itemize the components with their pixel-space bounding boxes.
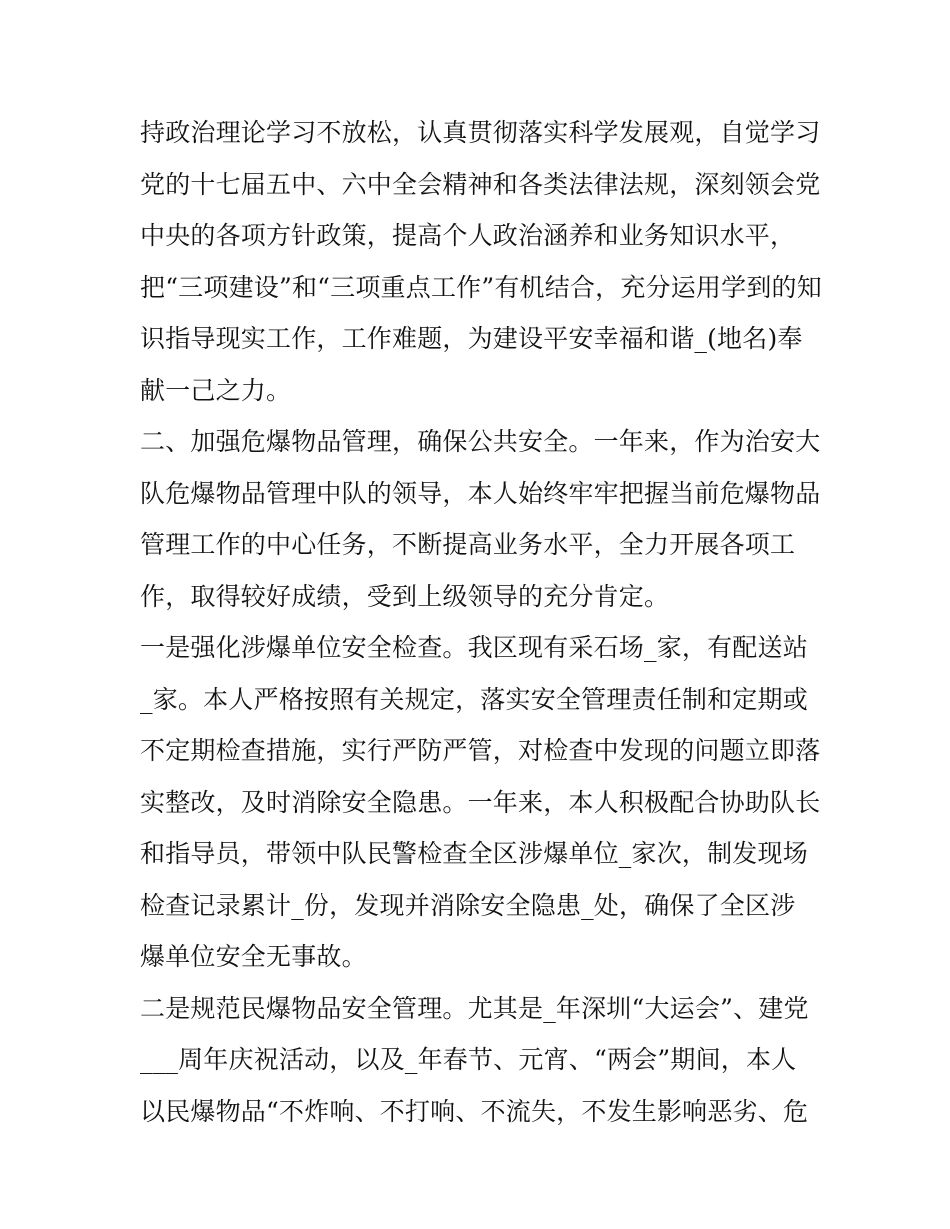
- text-line: ___周年庆祝活动，以及_年春节、元宵、“两会”期间，本人: [140, 1045, 797, 1074]
- text-line: 献一己之力。: [140, 375, 292, 405]
- text-line: 以民爆物品“不炸响、不打响、不流失，不发生影响恶劣、危: [140, 1096, 809, 1126]
- text-line: 中央的各项方针政策，提高个人政治涵养和业务知识水平，: [140, 221, 796, 250]
- text-line: 把“三项建设”和“三项重点工作”有机结合，充分运用学到的知: [140, 272, 822, 302]
- text-line: 管理工作的中心任务，不断提高业务水平，全力开展各项工: [140, 530, 796, 559]
- text-line: 不定期检查措施，实行严防严管，对检查中发现的问题立即落: [140, 736, 821, 765]
- text-line: _家。本人严格按照有关规定，落实安全管理责任制和定期或: [140, 684, 808, 714]
- text-line: 检查记录累计_份，发现并消除安全隐患_处，确保了全区涉: [140, 890, 796, 920]
- text-line: 一是强化涉爆单位安全检查。我区现有采石场_家，有配送站: [140, 633, 808, 662]
- text-line: 作，取得较好成绩，受到上级领导的充分肯定。: [140, 581, 670, 611]
- text-line: 党的十七届五中、六中全会精神和各类法律法规，深刻领会党: [140, 169, 821, 199]
- text-line: 和指导员，带领中队民警检查全区涉爆单位_家次，制发现场: [140, 839, 808, 868]
- text-line: 队危爆物品管理中队的领导，本人始终牢牢把握当前危爆物品: [140, 478, 821, 508]
- text-line: 实整改，及时消除安全隐患。一年来，本人积极配合协助队长: [140, 787, 821, 817]
- document-body: [140, 107, 830, 1137]
- text-line: 识指导现实工作，工作难题，为建设平安幸福和谐_(地名)奉: [140, 324, 803, 353]
- text-line: 二是规范民爆物品安全管理。尤其是_年深圳“大运会”、建党: [140, 993, 809, 1023]
- text-line: 二、加强危爆物品管理，确保公共安全。一年来，作为治安大: [140, 427, 821, 456]
- text-line: 爆单位安全无事故。: [140, 942, 367, 971]
- text-line: 持政治理论学习不放松，认真贯彻落实科学发展观，自觉学习: [140, 118, 821, 147]
